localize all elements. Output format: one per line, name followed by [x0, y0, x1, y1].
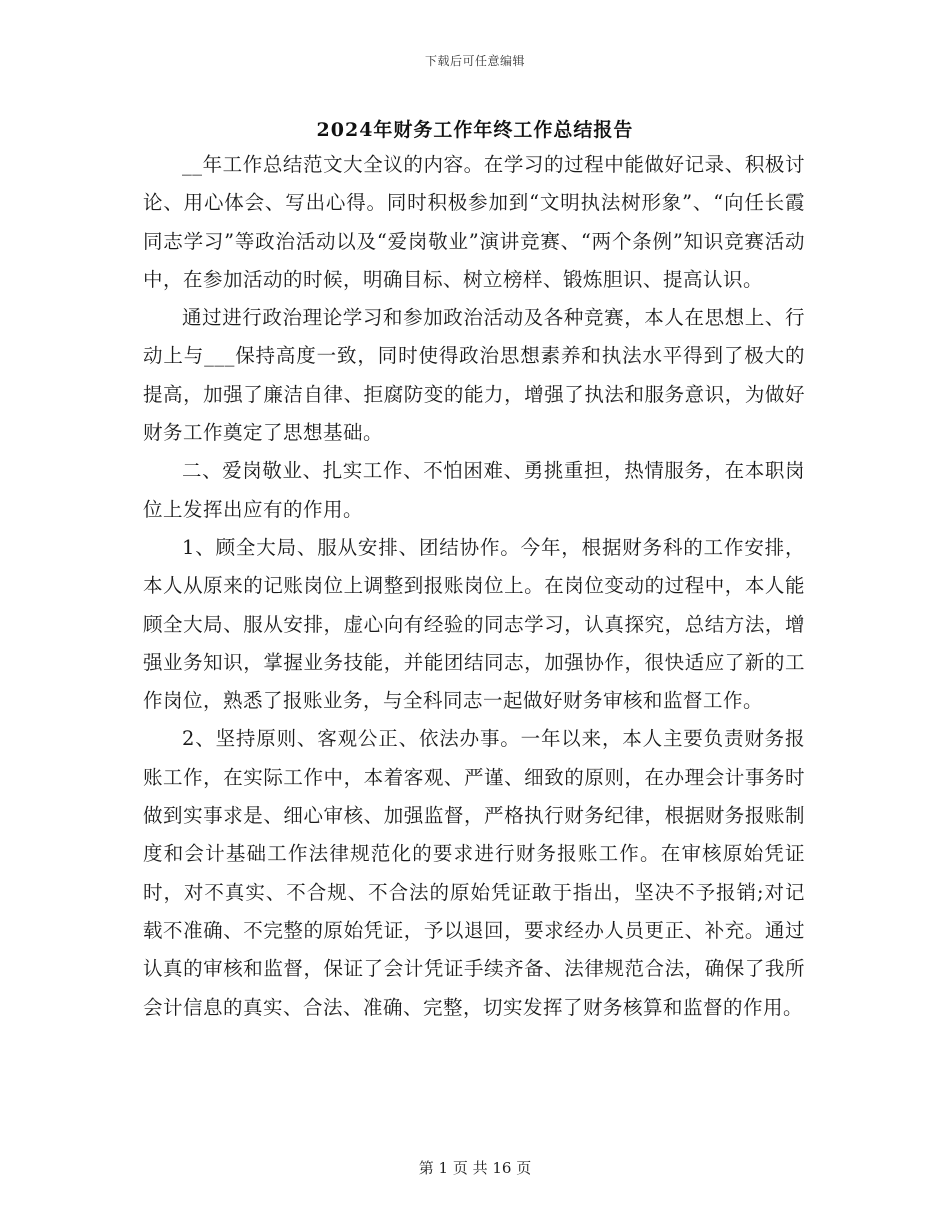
document-title: 2024年财务工作年终工作总结报告 — [316, 119, 634, 141]
page-number-footer: 第 1 页 共 16 页 — [418, 1159, 532, 1177]
paragraph-3: 二、爱岗敬业、扎实工作、不怕困难、勇挑重担，热情服务，在本职岗位上发挥出应有的作用。 — [143, 459, 805, 521]
paragraph-1: __年工作总结范文大全议的内容。在学习的过程中能做好记录、积极讨论、用心体会、写出心得。同时积极参加到“文明执法树形象”、“向任长霞同志学习”等政治活动以及“爱岗敬业”演讲竞赛、“两个条例”知识竞赛活动中，在参加活动的时候，明确目标、树立榜样、锻炼胆识、提高认识。 — [143, 153, 805, 291]
document-body — [143, 146, 805, 1027]
paragraph-5: 2、坚持原则、客观公正、依法办事。一年以来，本人主要负责财务报账工作，在实际工作中，本着客观、严谨、细致的原则，在办理会计事务时做到实事求是、细心审核、加强监督，严格执行财务纪律，根据财务报账制度和会计基础工作法律规范化的要求进行财务报账工作。在审核原始凭证时，对不真实、不合规、不合法的原始凭证敢于指出，坚决不予报销;对记载不准确、不完整的原始凭证，予以退回，要求经办人员更正、补充。通过认真的审核和监督，保证了会计凭证手续齐备、法律规范合法，确保了我所会计信息的真实、合法、准确、完整，切实发挥了财务核算和监督的作用。 — [143, 727, 805, 1019]
page-header-note: 下载后可任意编辑 — [424, 54, 525, 68]
paragraph-2: 通过进行政治理论学习和参加政治活动及各种竞赛，本人在思想上、行动上与___保持高度一致，同时使得政治思想素养和执法水平得到了极大的提高，加强了廉洁自律、拒腐防变的能力，增强了执法和服务意识，为做好财务工作奠定了思想基础。 — [143, 306, 805, 445]
paragraph-4: 1、顾全大局、服从安排、团结协作。今年，根据财务科的工作安排，本人从原来的记账岗位上调整到报账岗位上。在岗位变动的过程中，本人能顾全大局、服从安排，虚心向有经验的同志学习，认真探究，总结方法，增强业务知识，掌握业务技能，并能团结同志，加强协作，很快适应了新的工作岗位，熟悉了报账业务，与全科同志一起做好财务审核和监督工作。 — [143, 535, 805, 713]
